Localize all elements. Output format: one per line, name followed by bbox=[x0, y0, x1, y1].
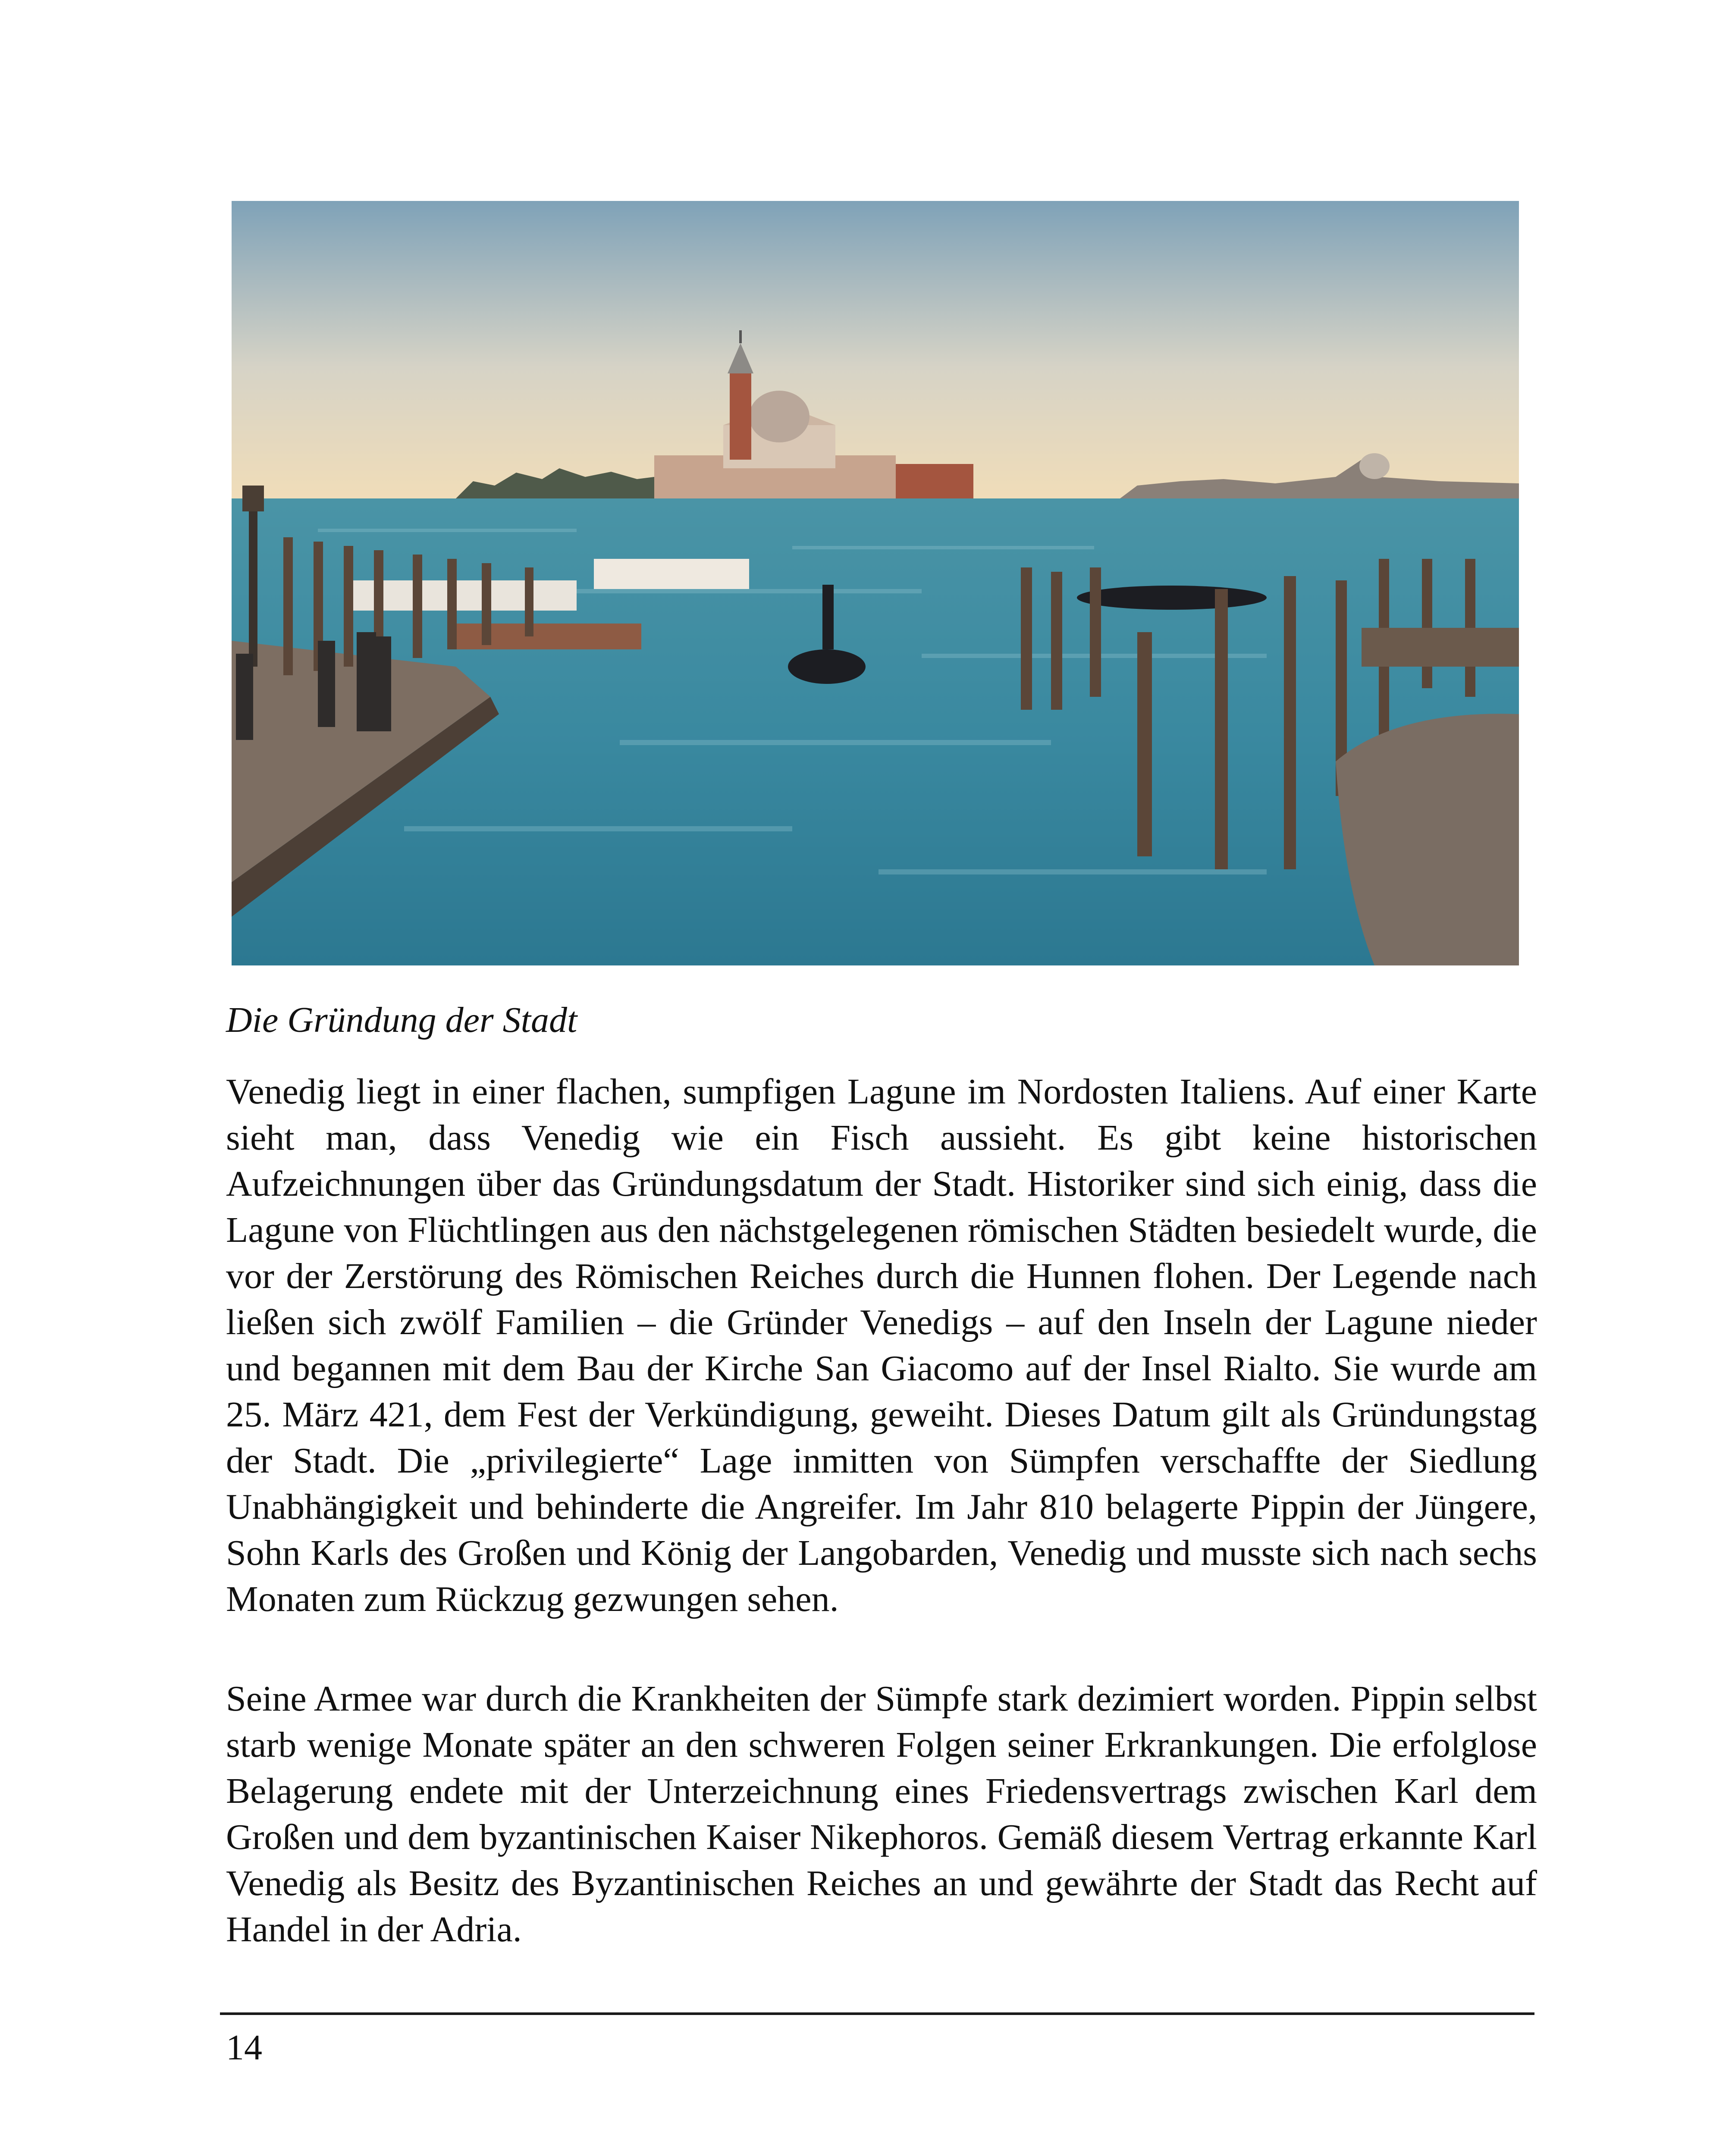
church-dome bbox=[749, 391, 810, 442]
right-pier bbox=[1362, 628, 1519, 667]
page-number: 14 bbox=[226, 2028, 262, 2068]
white-boat bbox=[594, 559, 749, 589]
body-paragraph-2: Seine Armee war durch die Krankheiten der Sümpfe stark dezimiert worden. Pippin selbst starb wenige Monate später an den schweren Folgen seiner Erkrankungen. Die erfolglose Belagerung endete mit der Unterzeichnung eines Friedensvertrags zwischen Karl dem Großen und dem byzantinischen Kaiser Nikephoros. Gemäß diesem Vertrag erkannte Karl Venedig als Besitz des Byzantinischen Reiches an und gewährte der Stadt das Recht auf Handel in der Adria. bbox=[226, 1679, 1537, 1949]
lamp-post bbox=[249, 494, 257, 667]
venice-lagoon-photo bbox=[232, 201, 1519, 965]
distant-dome bbox=[1359, 453, 1390, 479]
gondola-right bbox=[1077, 586, 1267, 610]
campanile-tower bbox=[730, 373, 751, 460]
gondola bbox=[788, 649, 866, 684]
motor-boat bbox=[352, 580, 577, 611]
lamp-head bbox=[242, 486, 264, 511]
body-paragraph-1: Venedig liegt in einer flachen, sumpfigen Lagune im Nordosten Italiens. Auf einer Karte sieht man, dass Venedig wie ein Fisch aussieht. Es gibt keine historischen Aufzeichnungen über das Gründungsdatum der Stadt. Historiker sind sich einig, dass die Lagune von Flüchtlingen aus den nächstgelegenen römischen Städten besiedelt wurde, die vor der Zerstörung des Römischen Reiches durch die Hunnen flohen. Der Legende nach ließen sich zwölf Familien – die Gründer Venedigs – auf den Inseln der Lagune nieder und begannen mit dem Bau der Kirche San Giacomo auf der Insel Rialto. Sie wurde am 25. März 421, dem Fest der Verkündigung, geweiht. Dieses Datum gilt als Gründungstag der Stadt. Die „privilegierte“ Lage inmitten von Sümpfen verschaffte der Siedlung Unabhängigkeit und behinderte die Angreifer. Im Jahr 810 belagerte Pippin der Jüngere, Sohn Karls des Großen und König der Langobarden, Venedig und musste sich nach sechs Monaten zum Rückzug gezwungen sehen. bbox=[226, 1072, 1537, 1619]
landing-steps bbox=[1336, 714, 1519, 965]
section-heading: Die Gründung der Stadt bbox=[226, 1000, 577, 1040]
photo-canvas bbox=[232, 201, 1519, 965]
gondolier bbox=[822, 585, 834, 649]
footer-rule bbox=[220, 2012, 1534, 2015]
brick-building bbox=[896, 464, 973, 498]
